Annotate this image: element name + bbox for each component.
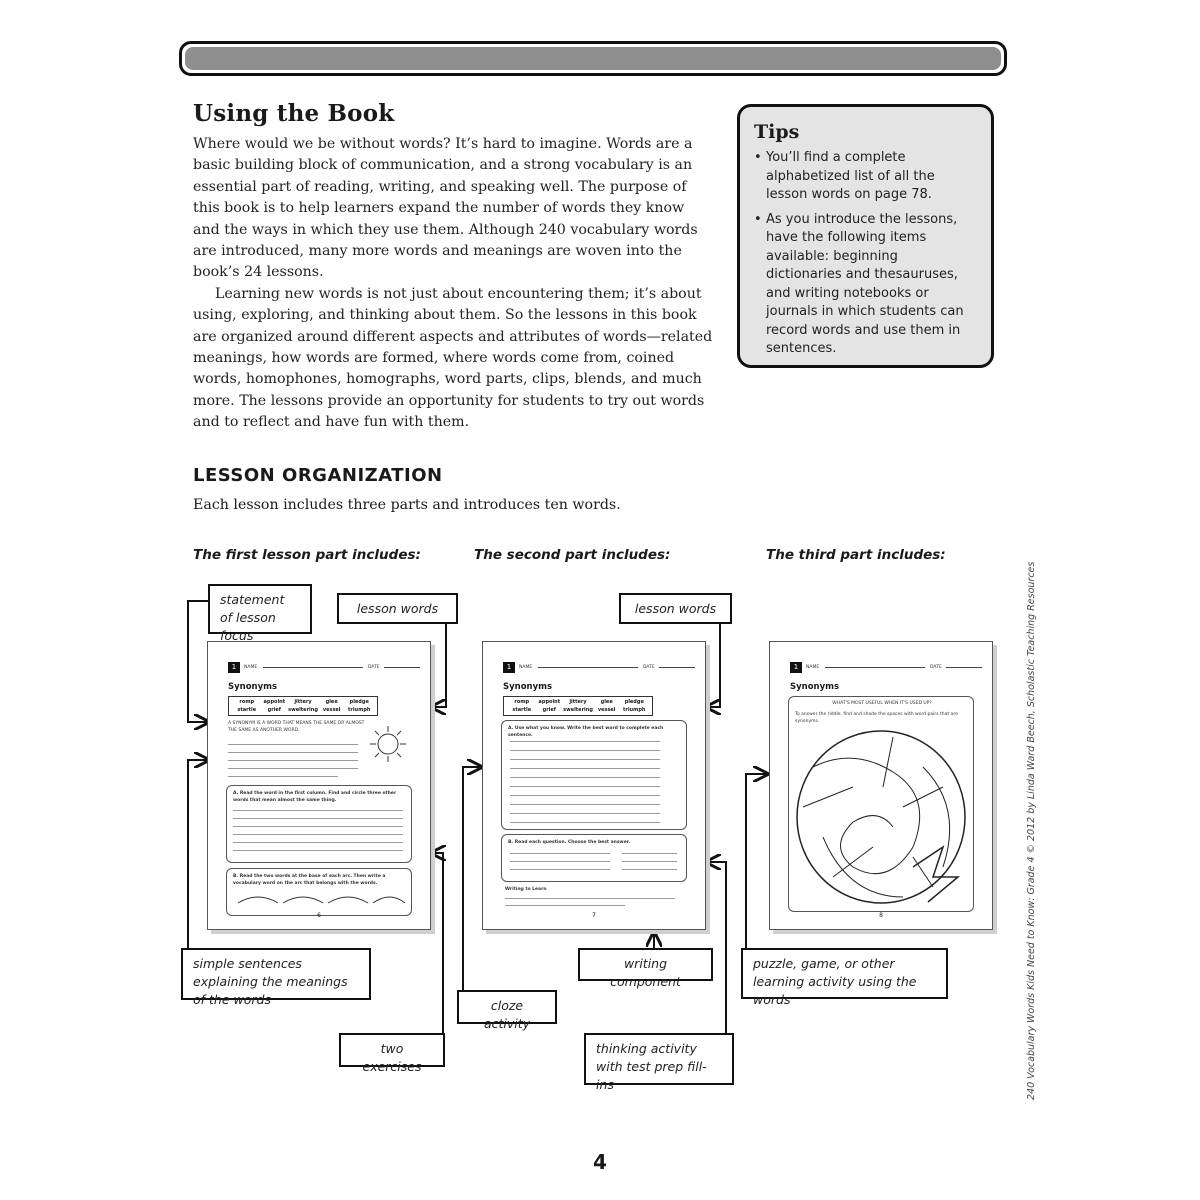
lesson-page-thumbnail-1 bbox=[207, 641, 431, 930]
section-intro: Each lesson includes three parts and introduces ten words. bbox=[193, 497, 621, 513]
thumb-title: Synonyms bbox=[503, 682, 553, 692]
writing-heading: Writing to Learn bbox=[505, 887, 547, 892]
date-label: DATE bbox=[368, 665, 380, 670]
lesson-number: 1 bbox=[503, 662, 515, 673]
page-number-thumb: 8 bbox=[879, 912, 883, 919]
thumb-title: Synonyms bbox=[790, 682, 840, 692]
date-label: DATE bbox=[643, 665, 655, 670]
lesson-page-thumbnail-3 bbox=[769, 641, 993, 930]
callout-two-exercises: two exercises bbox=[339, 1033, 445, 1067]
part-label-third: The third part includes: bbox=[766, 547, 946, 563]
intro-text bbox=[193, 134, 713, 434]
tip-item: • You’ll find a complete alphabetized list of all the lesson words on page 78. bbox=[754, 149, 977, 205]
lesson-number: 1 bbox=[790, 662, 802, 673]
callout-lesson-words-2: lesson words bbox=[619, 593, 732, 624]
thumb-title: Synonyms bbox=[228, 682, 278, 692]
paragraph-2: Learning new words is not just about encountering them; it’s about using, exploring, and thinking about them. So the lessons in this book are organized around different aspects and attributes of words—related meanings, how words are formed, where words come from, coined words, homophones, homographs, word parts, clips, blends, and much more. The lessons provide an opportunity for students to try out words and to reflect and have fun with them. bbox=[193, 285, 713, 431]
tip-item: • As you introduce the lessons, have the following items available: beginning dictionaries and thesauruses, and writing notebooks or journals in which students can record words and use them in sentences. bbox=[754, 211, 977, 359]
callout-simple-sentences: simple sentences explaining the meanings of the words bbox=[181, 948, 371, 1000]
callout-cloze: cloze activity bbox=[457, 990, 557, 1024]
callout-thinking: thinking activity with test prep fill-ins bbox=[584, 1033, 734, 1085]
page-title: Using the Book bbox=[193, 100, 395, 127]
name-label: NAME bbox=[244, 665, 258, 670]
page-number: 4 bbox=[593, 1150, 607, 1174]
word-box: romp appoint jittery glee pledge startle grief sweltering vessel triumph bbox=[228, 696, 378, 716]
puzzle-panel: WHAT'S MOST USEFUL WHEN IT'S USED UP? To answer the riddle, find and shade the spaces with word pairs that are synonyms. bbox=[788, 696, 974, 912]
definition-line: A SYNONYM IS A WORD THAT MEANS THE SAME OR ALMOST THE SAME AS ANOTHER WORD. bbox=[228, 721, 365, 733]
word-box: romp appoint jittery glee pledge startle grief sweltering vessel triumph bbox=[503, 696, 653, 716]
lesson-number: 1 bbox=[228, 662, 240, 673]
cloze-panel: A. Use what you know. Write the best word to complete each sentence. bbox=[501, 720, 687, 830]
part-label-second: The second part includes: bbox=[474, 547, 671, 563]
callout-writing: writing component bbox=[578, 948, 713, 981]
tips-box bbox=[737, 104, 994, 368]
paragraph-1: Where would we be without words? It’s hard to imagine. Words are a basic building block of communication, and a strong vocabulary is an essential part of reading, writing, and speaking well. The purpose of this book is to help learners expand the number of words they know and the ways in which they use them. Although 240 vocabulary words are introduced, many more words and meanings are woven into the book’s 24 lessons. bbox=[193, 136, 698, 281]
exercise-a-panel: A. Read the word in the first column. Find and circle three other words that mean almost the same thing. bbox=[226, 785, 412, 863]
test-prep-panel: B. Read each question. Choose the best answer. bbox=[501, 834, 687, 882]
sun-illustration bbox=[368, 724, 408, 764]
copyright-credit: 240 Vocabulary Words Kids Need to Know: Grade 4 © 2012 by Linda Ward Beech, Scholastic Teaching Resources bbox=[1026, 561, 1037, 1100]
exercise-b-panel: B. Read the two words at the base of each arc. Then write a vocabulary word on the arc that belongs with the words. bbox=[226, 868, 412, 916]
tips-title: Tips bbox=[754, 121, 800, 143]
part-label-first: The first lesson part includes: bbox=[193, 547, 421, 563]
callout-statement: statement of lesson focus bbox=[208, 584, 312, 634]
page-number-thumb: 7 bbox=[592, 912, 596, 919]
name-label: NAME bbox=[806, 665, 820, 670]
section-heading: LESSON ORGANIZATION bbox=[193, 465, 443, 486]
name-label: NAME bbox=[519, 665, 533, 670]
page-number-thumb: 6 bbox=[317, 912, 321, 919]
callout-puzzle: puzzle, game, or other learning activity using the words bbox=[741, 948, 948, 999]
puzzle-illustration bbox=[793, 727, 971, 909]
date-label: DATE bbox=[930, 665, 942, 670]
lesson-page-thumbnail-2 bbox=[482, 641, 706, 930]
header-bar bbox=[179, 41, 1007, 76]
callout-lesson-words-1: lesson words bbox=[337, 593, 458, 624]
